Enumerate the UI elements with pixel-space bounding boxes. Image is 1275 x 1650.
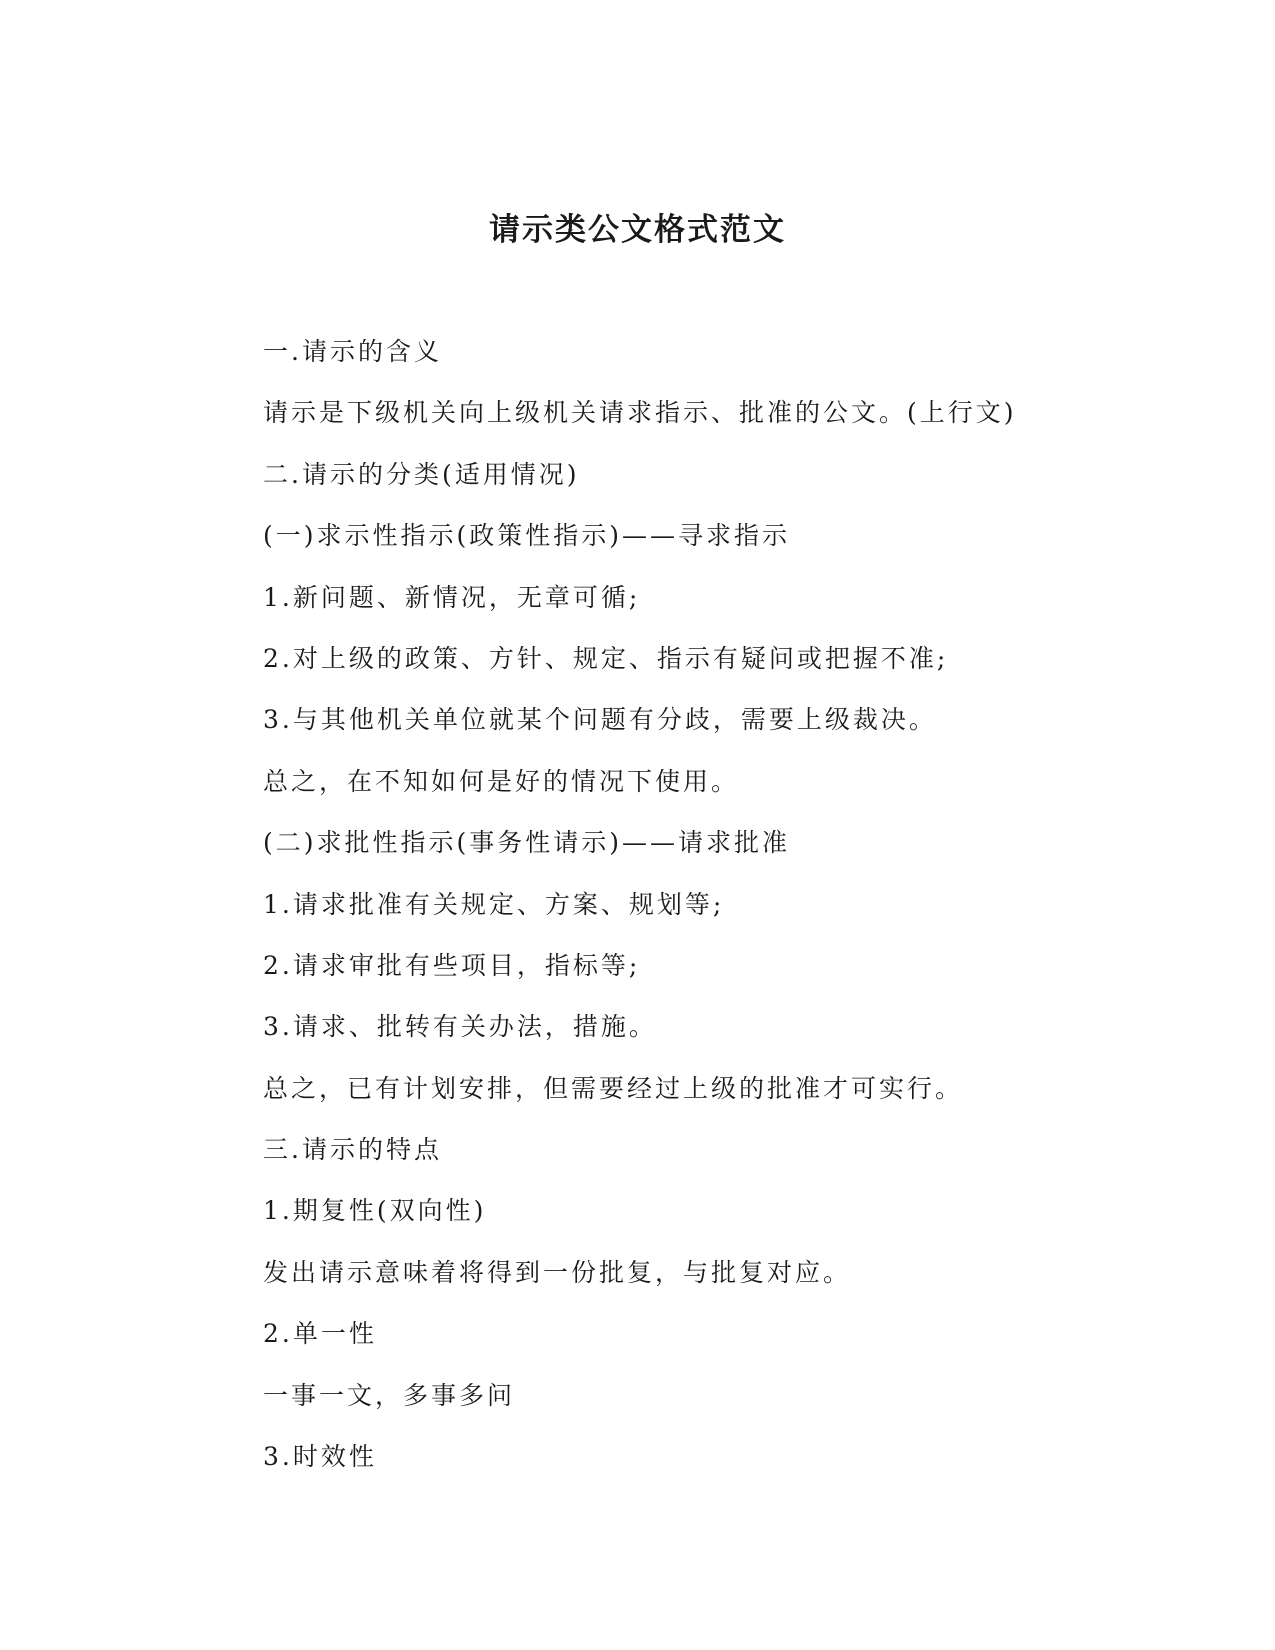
list-item: 1.新问题、新情况，无章可循; — [263, 582, 641, 612]
document-title: 请示类公文格式范文 — [489, 212, 786, 248]
document-body — [263, 330, 1093, 1496]
paragraph-definition: 请示是下级机关向上级机关请求指示、批准的公文。(上行文) — [263, 398, 1017, 428]
summary-paragraph: 总之，已有计划安排，但需要经过上级的批准才可实行。 — [263, 1073, 964, 1103]
feature-heading: 1.期复性(双向性) — [263, 1196, 487, 1226]
feature-paragraph: 一事一文，多事多问 — [263, 1380, 516, 1410]
list-item: 3.请求、批转有关办法，措施。 — [263, 1012, 657, 1042]
list-item: 3.与其他机关单位就某个问题有分歧，需要上级裁决。 — [263, 705, 937, 735]
feature-heading: 3.时效性 — [263, 1442, 377, 1472]
subsection-heading-2: (二)求批性指示(事务性请示)——请求批准 — [263, 828, 791, 858]
list-item: 2.对上级的政策、方针、规定、指示有疑问或把握不准; — [263, 643, 949, 673]
summary-paragraph: 总之，在不知如何是好的情况下使用。 — [263, 766, 740, 796]
list-item: 1.请求批准有关规定、方案、规划等; — [263, 889, 725, 919]
feature-heading: 2.单一性 — [263, 1319, 377, 1349]
section-heading-1: 一.请示的含义 — [263, 337, 442, 366]
subsection-heading-1: (一)求示性指示(政策性指示)——寻求指示 — [263, 521, 791, 551]
list-item: 2.请求审批有些项目，指标等; — [263, 950, 641, 980]
section-heading-3: 三.请示的特点 — [263, 1135, 442, 1165]
section-heading-2: 二.请示的分类(适用情况) — [263, 459, 580, 489]
feature-paragraph: 发出请示意味着将得到一份批复，与批复对应。 — [263, 1257, 852, 1287]
